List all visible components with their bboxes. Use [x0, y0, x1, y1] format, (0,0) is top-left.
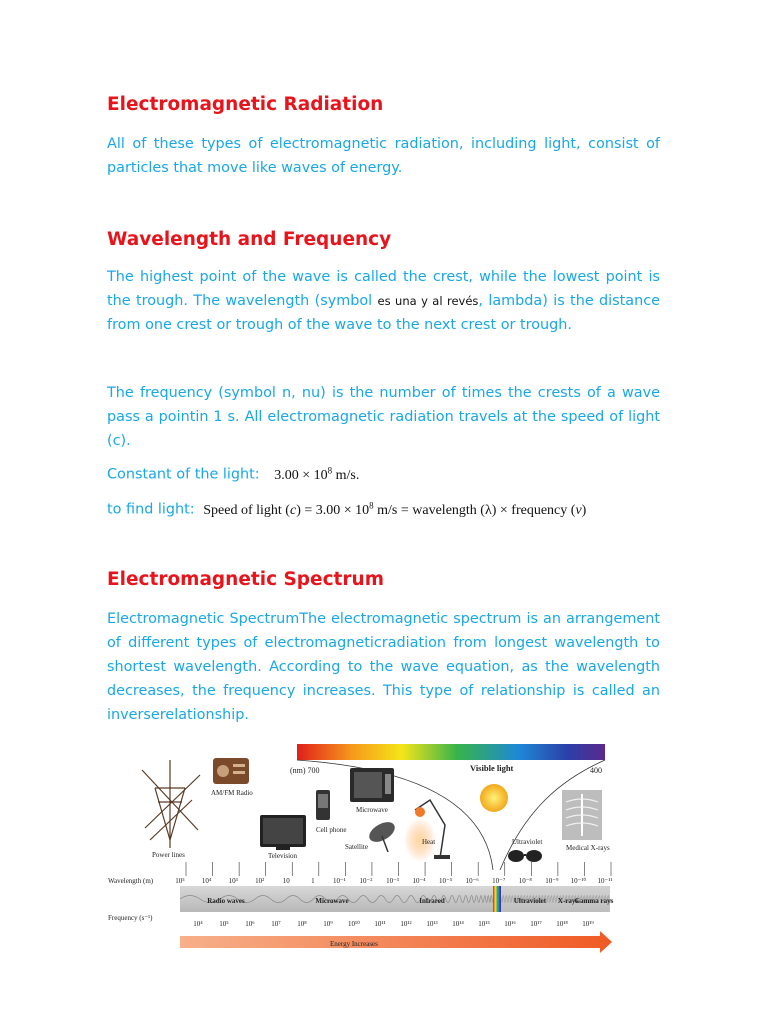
energy-arrow [180, 931, 612, 953]
nm-700-label: (nm) 700 [290, 766, 320, 775]
heading-electromagnetic-spectrum: Electromagnetic Spectrum [107, 569, 384, 590]
heat-label: Heat [422, 838, 436, 846]
speed-of-light-formula [203, 500, 587, 518]
wavelength-tick-label: 10⁻³ [386, 877, 399, 885]
paragraph-wavelength-text-2: , lambda) is the distance from one crest or trough of the wave to the next crest or trough. [107, 293, 660, 333]
visible-band-marker [493, 886, 501, 912]
frequency-tick-label: 10¹⁵ [478, 920, 490, 928]
frequency-tick-label: 10¹¹ [374, 920, 386, 928]
frequency-tick-label: 10¹⁶ [504, 920, 516, 928]
wavelength-tick-label: 10⁻⁶ [465, 877, 479, 885]
paragraph-wavelength-text-1: The highest point of the wave is called the crest, while the lowest point is the trough. The wavelength (symbol [107, 269, 660, 309]
frequency-tick-label: 10¹⁰ [348, 920, 360, 928]
wavelength-tick-label: 1 [311, 877, 315, 885]
frequency-tick-label: 10⁸ [297, 920, 307, 928]
heading-wavelength-frequency: Wavelength and Frequency [107, 229, 392, 250]
power-lines-icon [142, 760, 200, 848]
paragraph-wavelength-note: es una y al revés [377, 294, 479, 308]
band-label: Microwave [315, 897, 349, 905]
sunglasses-icon [508, 850, 542, 862]
frequency-tick-label: 10⁹ [323, 920, 333, 928]
sun-icon [480, 784, 508, 812]
radio-label: AM/FM Radio [211, 789, 253, 797]
frequency-tick-label: 10⁷ [271, 920, 281, 928]
frequency-tick-label: 10¹³ [426, 920, 438, 928]
wavelength-tick-label: 10⁻⁹ [545, 877, 559, 885]
frequency-tick-label: 10¹² [400, 920, 412, 928]
constant-label: Constant of the light: [107, 466, 260, 483]
power-lines-label: Power lines [152, 851, 185, 859]
frequency-tick-label: 10¹⁷ [530, 920, 542, 928]
constant-number: 3.00 × 10 [274, 467, 328, 483]
wavelength-ticks [175, 862, 612, 885]
satellite-label: Satellite [345, 843, 368, 851]
constant-line [107, 465, 359, 484]
formula-line [107, 500, 586, 519]
energy-label: Energy Increases [330, 940, 378, 948]
wavelength-tick-label: 10³ [228, 877, 238, 885]
constant-value [274, 465, 360, 483]
wavelength-tick-label: 10⁻² [359, 877, 373, 885]
formula-symbol-c: c [289, 502, 297, 518]
wavelength-tick-label: 10⁻⁵ [439, 877, 453, 885]
band-label: Infrared [419, 897, 445, 905]
formula-part-e: ) [581, 502, 587, 518]
cell-phone-label [316, 826, 347, 834]
visible-spectrum-bar [297, 744, 605, 760]
frequency-tick-label: 10¹⁴ [452, 920, 464, 928]
wavelength-tick-label: 10⁵ [175, 877, 185, 885]
formula-part-b: ) = 3.00 × 10 [296, 502, 370, 518]
satellite-icon [366, 818, 398, 852]
visible-light-label: Visible light [470, 763, 514, 773]
wavelength-tick-label: 10⁻⁸ [518, 877, 532, 885]
wavelength-tick-label: 10⁻⁴ [412, 877, 426, 885]
television-label: Television [268, 852, 298, 860]
wavelength-tick-label: 10⁻¹¹ [597, 877, 613, 885]
wavelength-tick-label: 10⁻⁷ [492, 877, 506, 885]
paragraph-frequency: The frequency (symbol n, nu) is the number of times the crests of a wave pass a pointin 1 s. All electromagnetic radiation travels at the speed of light (c). [107, 385, 660, 449]
television-icon [260, 815, 306, 850]
paragraph-em-radiation: All of these types of electromagnetic radiation, including light, consist of particles that move like waves of energy. [107, 136, 660, 176]
frequency-ticks [193, 920, 594, 928]
cell-phone-label-text: Cell phone [316, 826, 347, 834]
ultraviolet-label: Ultraviolet [512, 838, 543, 846]
band-label: Radio waves [207, 897, 245, 905]
cell-phone-icon [316, 790, 330, 820]
formula-symbol-nu: ν [575, 502, 582, 518]
microwave-label: Microwave [356, 806, 388, 814]
xrays-label: Medical X-rays [566, 844, 610, 852]
frequency-tick-label: 10¹⁸ [556, 920, 568, 928]
frequency-tick-label: 10¹⁹ [582, 920, 594, 928]
band-label: X-rays [557, 897, 579, 905]
em-spectrum-figure [100, 740, 620, 958]
microwave-icon [350, 768, 394, 802]
formula-exponent: 8 [369, 500, 374, 510]
wavelength-tick-label: 10⁴ [201, 877, 212, 885]
formula-label: to find light: [107, 501, 195, 518]
wavelength-tick-label: 10² [255, 877, 265, 885]
wavelength-tick-label: 10⁻¹⁰ [570, 877, 587, 885]
radio-icon [213, 758, 249, 784]
wavelength-tick-label: 10 [282, 877, 290, 885]
frequency-tick-label: 10⁵ [219, 920, 229, 928]
wavelength-axis-label: Wavelength (m) [108, 877, 154, 885]
constant-exponent: 8 [327, 465, 333, 475]
paragraph-wavelength [107, 265, 660, 337]
band-label: Ultraviolet [513, 897, 547, 905]
wavelength-tick-label: 10⁻¹ [332, 877, 346, 885]
frequency-axis-label: Frequency (s⁻¹) [108, 914, 153, 922]
paragraph-spectrum: Electromagnetic SpectrumThe electromagnetic spectrum is an arrangement of different types of electromagneticradiation from longest wavelength to shortest wavelength. According to the wave equation, as the wavelength decreases, the frequency increases. This type of relationship is called an inverserelationship. [107, 611, 660, 723]
formula-part-d: m/s = wavelength (λ) × frequency ( [373, 502, 576, 518]
formula-part-a: Speed of light ( [203, 502, 290, 518]
frequency-tick-label: 10⁴ [193, 920, 203, 928]
heading-electromagnetic-radiation: Electromagnetic Radiation [107, 94, 384, 115]
nm-400-label: 400 [590, 766, 602, 775]
constant-unit: m/s. [332, 467, 360, 483]
xray-icon [562, 790, 602, 840]
heat-lamp-icon [404, 800, 450, 862]
band-label: Gamma rays [574, 897, 614, 905]
frequency-tick-label: 10⁶ [245, 920, 255, 928]
